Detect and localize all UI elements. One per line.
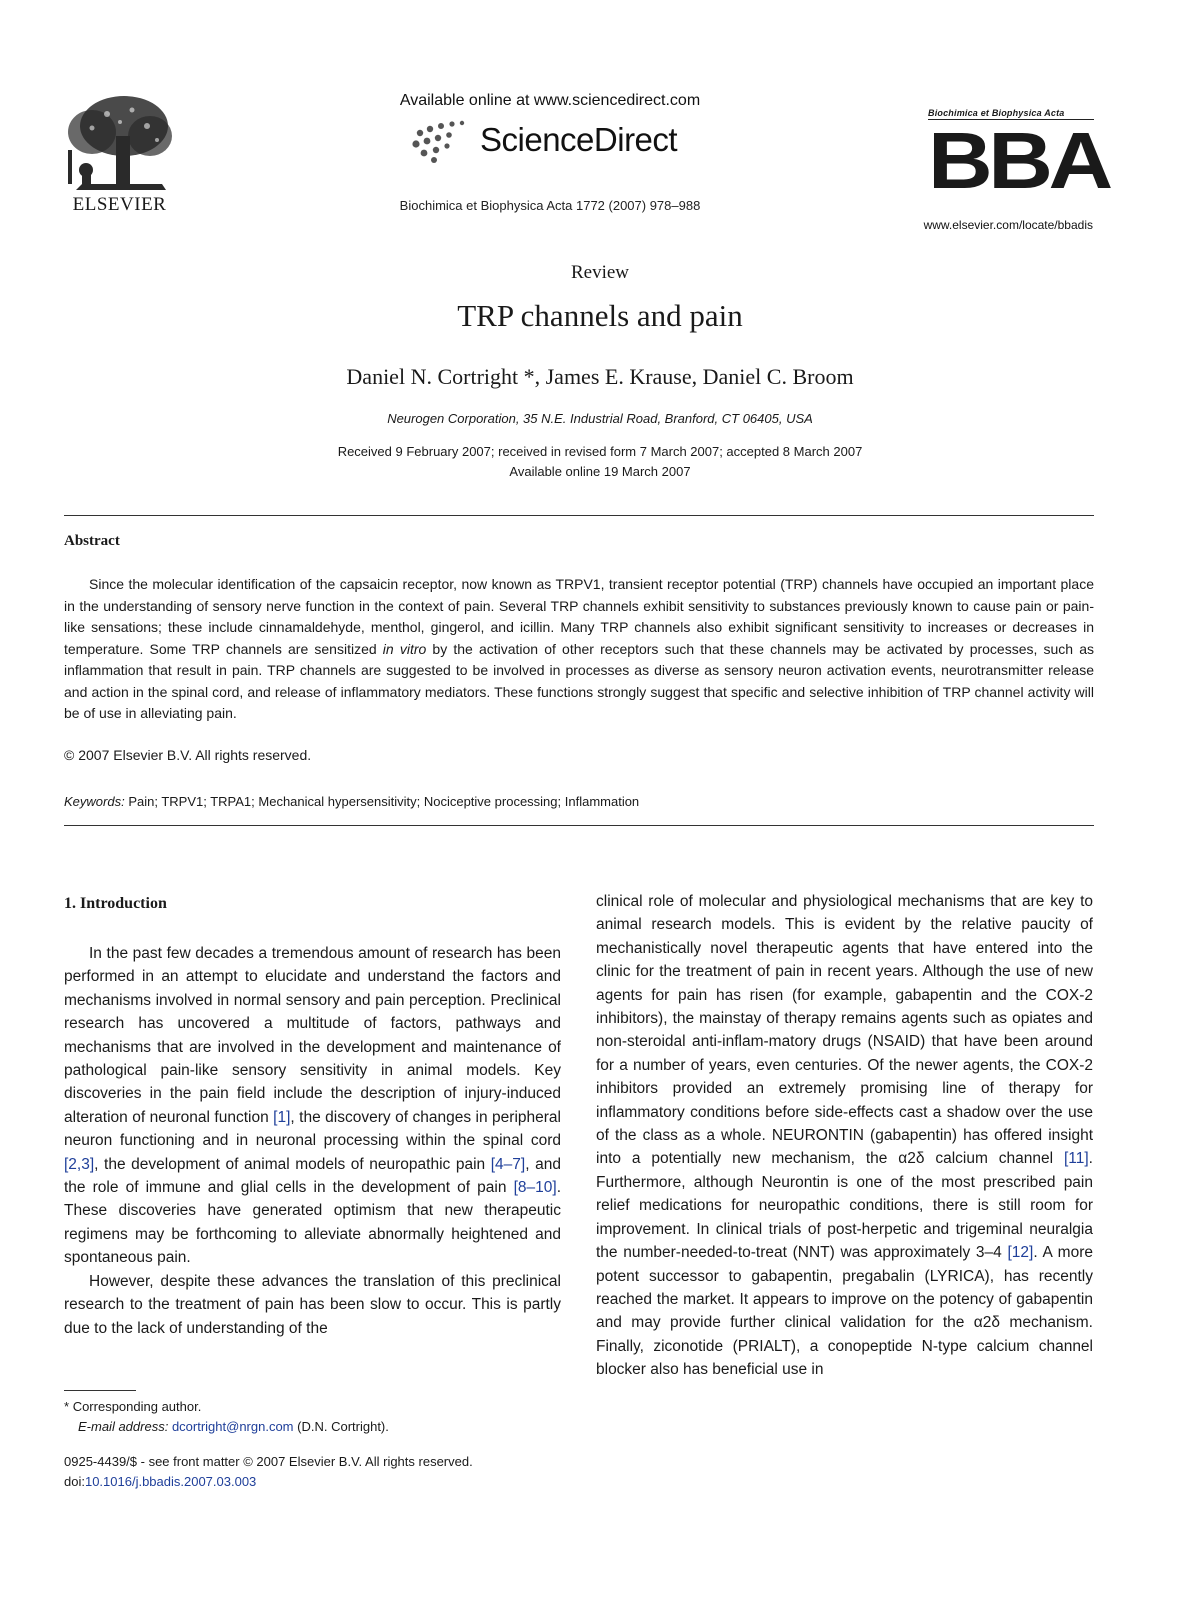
right-column — [596, 890, 1093, 1382]
abstract-text — [64, 574, 1094, 725]
doi-link[interactable]: 10.1016/j.bbadis.2007.03.003 — [84, 1474, 257, 1489]
footnote-text: Corresponding author. — [72, 1399, 202, 1414]
sciencedirect-logo — [410, 117, 700, 167]
email-note — [64, 1417, 389, 1437]
abstract-italic: in vitro — [382, 640, 427, 657]
journal-citation: Biochimica et Biophysica Acta 1772 (2007) 978–988 — [399, 198, 701, 213]
citation-link[interactable]: [8–10] — [513, 1179, 557, 1197]
available-online-text: Available online at www.sciencedirect.com — [399, 92, 701, 109]
email-label: E-mail address: — [78, 1419, 169, 1434]
text-run: , the discovery of changes in peripheral neuron functioning and in neuronal processing within the spinal cord — [64, 1108, 561, 1150]
section-heading: 1. Introduction — [64, 895, 167, 912]
doi-label: doi: — [64, 1474, 85, 1489]
corresponding-author-note — [64, 1397, 389, 1417]
paragraph — [64, 942, 561, 1270]
article-title: TRP channels and pain — [457, 298, 743, 333]
email-suffix: (D.N. Cortright). — [297, 1419, 389, 1434]
divider — [64, 515, 1094, 516]
citation-link[interactable]: [11] — [1063, 1150, 1089, 1168]
author-list: Daniel N. Cortright *, James E. Krause, Daniel C. Broom — [346, 364, 854, 389]
sciencedirect-dots-icon — [410, 119, 472, 170]
affiliation: Neurogen Corporation, 35 N.E. Industrial Road, Branford, CT 06405, USA — [387, 411, 813, 426]
sciencedirect-wordmark: ScienceDirect — [480, 121, 678, 158]
abstract-text-part: Since the molecular identification of the capsaicin receptor, now known as TRPV1, transient receptor potential (TRP) channels have occupied an important place in the understanding of sensory nerve function in the context of pain. Several TRP channels exhibit sensitivity to substances previously known to cause pain or pain-like sensations; these include cinnamaldehyde, menthol, gingerol, and icillin. Many TRP channels also exhibit significant sensitivity to increases or decreases in temperature. Some TRP channels are sensitized — [64, 576, 1094, 657]
text-run: . A more potent successor to gabapentin, pregabalin (LYRICA), has recently reached the market. It appears to improve on the potency of gabapentin and may provide further clinical validation for the α2δ mechanism. Finally, ziconotide (PRIALT), a conopeptide N-type calcium channel blocker also has beneficial use in — [596, 1244, 1093, 1379]
doi-line — [64, 1472, 473, 1492]
text-run: , and the role of immune and glial cells in the development of pain — [64, 1155, 561, 1197]
paragraph — [596, 890, 1093, 1382]
journal-url-link[interactable]: www.elsevier.com/locate/bbadis — [923, 218, 1093, 232]
divider — [64, 825, 1094, 826]
keywords-list: Pain; TRPV1; TRPA1; Mechanical hypersensitivity; Nociceptive processing; Inflammation — [128, 794, 640, 809]
citation-link[interactable]: [4–7] — [490, 1155, 526, 1173]
bba-journal-name: Biochimica et Biophysica Acta — [928, 108, 1094, 120]
available-online-date: Available online 19 March 2007 — [509, 464, 691, 479]
text-run: clinical role of molecular and physiological mechanisms that are key to animal research models. This is evident by the relative paucity of mechanistically novel therapeutic agents that have entered into the clinic for the treatment of pain in recent years. Although the use of new agents for pain has risen (for example, gabapentin and the COX-2 inhibitors), the mainstay of therapy remains agents such as opiates and non-steroidal anti-inflam-matory drugs (NSAID) that have been around for a number of years, even centuries. Of the newer agents, the COX-2 inhibitors provided an extremely promising line of therapy for inflammatory conditions before side-effects cast a shadow over the use of the class as a whole. NEURONTIN (gabapentin) has offered insight into a potentially new mechanism, the α2δ calcium channel — [596, 893, 1093, 1168]
keywords — [64, 794, 639, 809]
left-column — [64, 942, 561, 1340]
footnote-marker: * — [64, 1399, 70, 1414]
abstract-copyright: © 2007 Elsevier B.V. All rights reserved. — [64, 747, 312, 763]
citation-link[interactable]: [2,3] — [64, 1155, 95, 1173]
text-run: . Furthermore, although Neurontin is one of the most prescribed pain relief medications for neuropathic conditions, there is still room for improvement. In clinical trials of post-herpetic and trigeminal neuralgia the number-needed-to-treat (NNT) was approximately 3–4 — [596, 1150, 1093, 1262]
text-run: In the past few decades a tremendous amount of research has been performed in an attempt to elucidate and understand the factors and mechanisms involved in normal sensory and pain perception. Preclinical research has uncovered a multitude of factors, pathways and mechanisms that are involved in the development and maintenance of pathological pain-like sensory sensitivity in animal models. Key discoveries in the pain field include the description of injury-induced alteration of neuronal function — [64, 945, 561, 1126]
bba-logo — [928, 108, 1109, 205]
issn-line: 0925-4439/$ - see front matter © 2007 Elsevier B.V. All rights reserved. — [64, 1454, 473, 1469]
article-type: Review — [570, 262, 630, 283]
footnote-divider — [64, 1390, 136, 1391]
email-link[interactable]: dcortright@nrgn.com — [171, 1419, 294, 1434]
abstract-heading: Abstract — [64, 533, 120, 549]
publisher-name: ELSEVIER — [72, 194, 167, 215]
paragraph: However, despite these advances the translation of this preclinical research to the treatment of pain has been slow to occur. This is partly due to the lack of understanding of the — [64, 1272, 561, 1337]
front-matter — [64, 1452, 473, 1492]
article-dates — [0, 442, 1200, 482]
citation-link[interactable]: [12] — [1007, 1244, 1034, 1262]
received-dates: Received 9 February 2007; received in revised form 7 March 2007; accepted 8 March 2007 — [337, 444, 863, 459]
text-run: , the development of animal models of neuropathic pain — [94, 1155, 486, 1173]
bba-letters: BBA — [928, 116, 1109, 205]
text-run: . These discoveries have generated optimism that new therapeutic regimens may be forthcoming to alleviate abnormally heightened and spontaneous pain. — [64, 1179, 561, 1267]
citation-link[interactable]: [1] — [273, 1108, 291, 1126]
abstract-text-part: by the activation of other receptors such that these channels may be activated by processes, such as inflammation that result in pain. TRP channels are suggested to be involved in processes as diverse as sensory neuron activation events, neurotransmitter release and action in the spinal cord, and release of inflammatory mediators. These functions strongly suggest that specific and selective inhibition of TRP channel activity will be of use in alleviating pain. — [64, 640, 1095, 721]
keywords-label: Keywords: — [64, 794, 125, 809]
footnote — [64, 1397, 389, 1437]
